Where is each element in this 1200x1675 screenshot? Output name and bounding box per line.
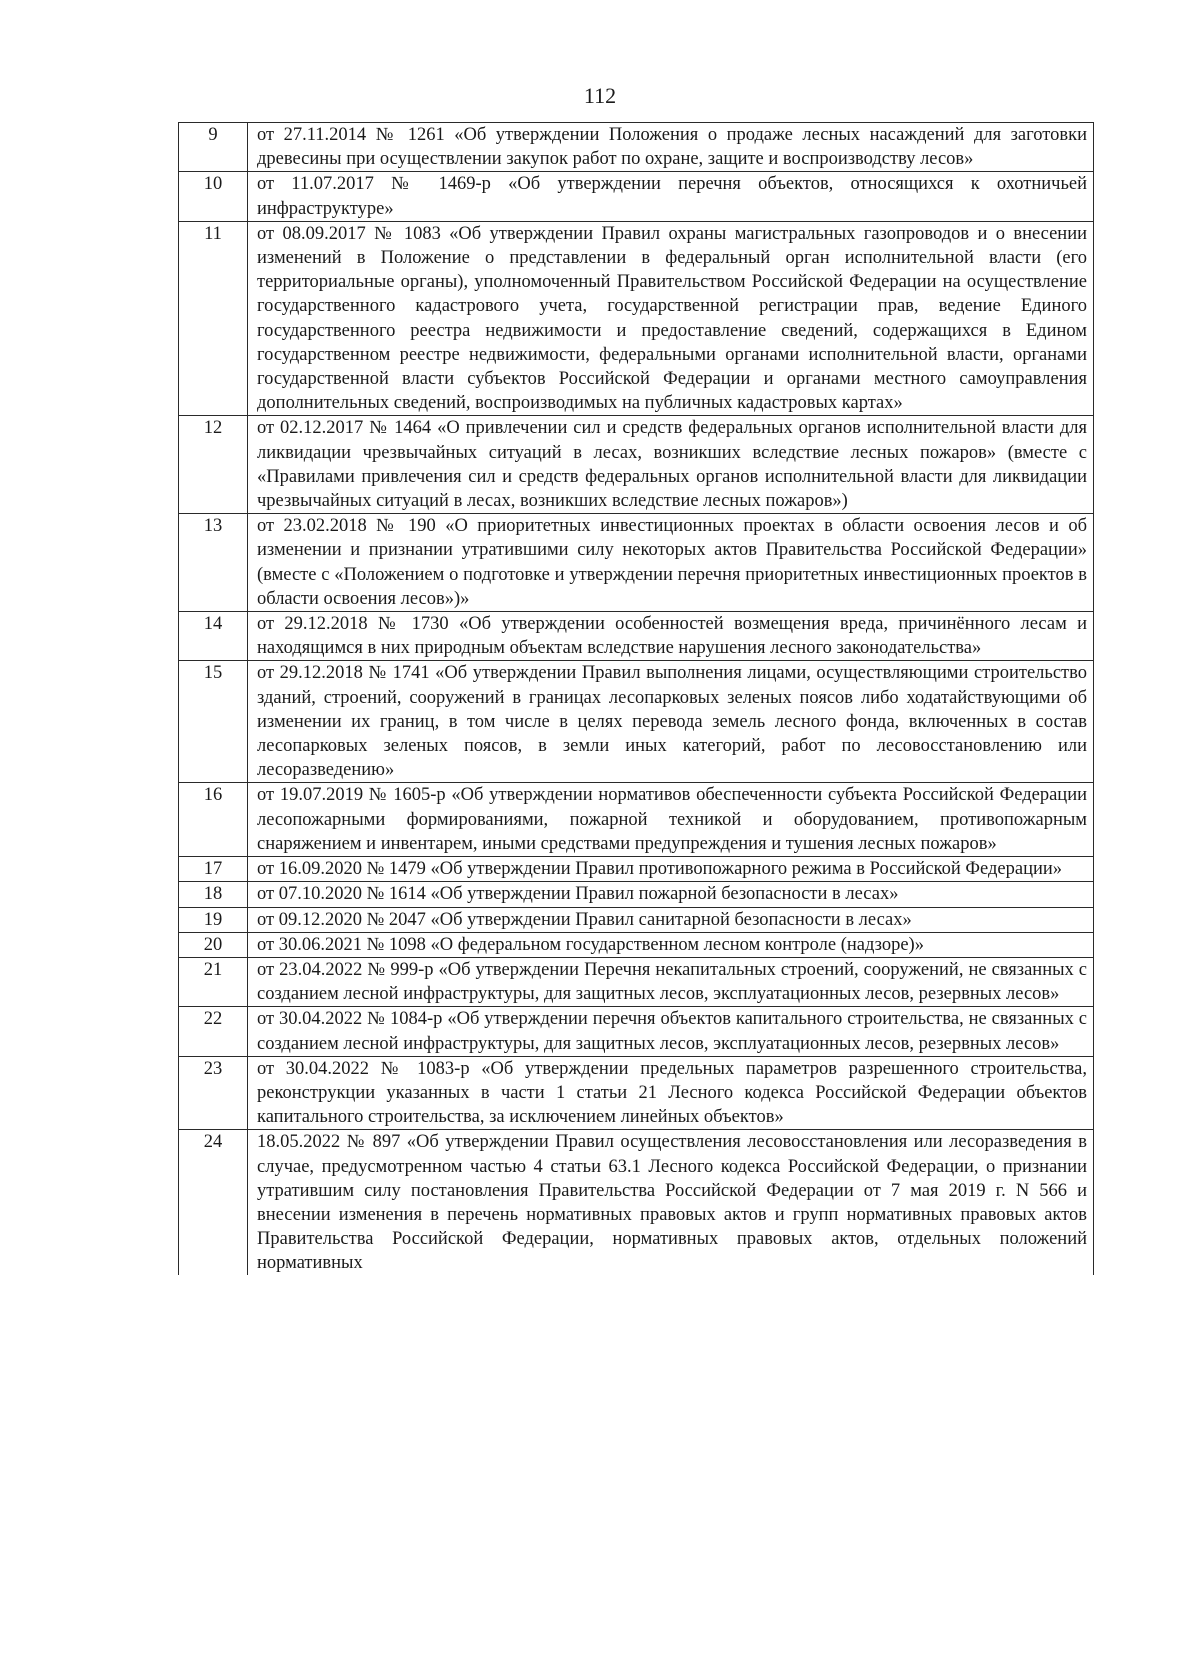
table-row (179, 172, 1094, 221)
row-number: 12 (179, 416, 248, 514)
row-number: 19 (179, 907, 248, 932)
row-number: 24 (179, 1130, 248, 1276)
row-number: 18 (179, 882, 248, 907)
act-description: от 29.12.2018 № 1730 «Об утверждении особенностей возмещения вреда, причинённого лесам и находящимся в них природным объектам вследствие нарушения лесного законодательства» (248, 612, 1094, 661)
act-description: от 29.12.2018 № 1741 «Об утверждении Правил выполнения лицами, осуществляющими строительство зданий, строений, сооружений в границах лесопарковых зеленых поясов либо ходатайствующими об изменении их границ, в том числе в целях перевода земель лесного фонда, включенных в состав лесопарковых зеленых поясов, в земли иных категорий, работ по лесовосстановлению или лесоразведению» (248, 661, 1094, 783)
row-number: 17 (179, 857, 248, 882)
table-row (179, 221, 1094, 416)
table-row (179, 907, 1094, 932)
act-description: от 30.04.2022 № 1084-р «Об утверждении перечня объектов капитального строительства, не связанных с созданием лесной инфраструктуры, для защитных лесов, эксплуатационных лесов, резервных лесов» (248, 1007, 1094, 1056)
legal-acts-table (178, 122, 1094, 1275)
table-row (179, 661, 1094, 783)
row-number: 11 (179, 221, 248, 416)
table-row (179, 882, 1094, 907)
page-number: 112 (583, 83, 617, 108)
row-number: 23 (179, 1056, 248, 1130)
table-row (179, 783, 1094, 857)
row-number: 22 (179, 1007, 248, 1056)
row-number: 13 (179, 514, 248, 612)
row-number: 15 (179, 661, 248, 783)
row-number: 10 (179, 172, 248, 221)
act-description: от 19.07.2019 № 1605-р «Об утверждении нормативов обеспеченности субъекта Российской Федерации лесопожарными формированиями, пожарной техникой и оборудованием, противопожарным снаряжением и инвентарем, иными средствами предупреждения и тушения лесных пожаров» (248, 783, 1094, 857)
table-row (179, 1007, 1094, 1056)
act-description: от 30.04.2022 № 1083-р «Об утверждении предельных параметров разрешенного строительства, реконструкции указанных в части 1 статьи 21 Лесного кодекса Российской Федерации объектов капитального строительства, за исключением линейных объектов» (248, 1056, 1094, 1130)
table-row (179, 1056, 1094, 1130)
table-row (179, 123, 1094, 172)
table-row (179, 857, 1094, 882)
act-description-text: 18.05.2022 № 897 «Об утверждении Правил осуществления лесовосстановления или лесоразведения в случае, предусмотренном частью 4 статьи 63.1 Лесного кодекса Российской Федерации, о признании утратившим силу постановления Правительства Российской Федерации от 7 мая 2019 г. N 566 и внесении изменения в перечень нормативных правовых актов и групп нормативных правовых актов Правительства Российской Федерации, нормативных правовых актов, отдельных положений нормативных (257, 1132, 1087, 1274)
row-number: 21 (179, 957, 248, 1006)
table-row (179, 932, 1094, 957)
act-description: от 16.09.2020 № 1479 «Об утверждении Правил противопожарного режима в Российской Федерации» (248, 857, 1094, 882)
act-description: от 27.11.2014 № 1261 «Об утверждении Положения о продаже лесных насаждений для заготовки древесины при осуществлении закупок работ по охране, защите и воспроизводству лесов» (248, 123, 1094, 172)
act-description: от 08.09.2017 № 1083 «Об утверждении Правил охраны магистральных газопроводов и о внесении изменений в Положение о представлении в федеральный орган исполнительной власти (его территориальные органы), уполномоченный Правительством Российской Федерации на осуществление государственного кадастрового учета, государственной регистрации прав, ведение Единого государственного реестра недвижимости и предоставление сведений, содержащихся в Едином государственном реестре недвижимости, федеральными органами исполнительной власти, органами государственной власти субъектов Российской Федерации и органами местного самоуправления дополнительных сведений, воспроизводимых на публичных кадастровых картах» (248, 221, 1094, 416)
table-row (179, 416, 1094, 514)
table-row (179, 514, 1094, 612)
row-number: 16 (179, 783, 248, 857)
act-description: от 23.02.2018 № 190 «О приоритетных инвестиционных проектах в области освоения лесов и об изменении и признании утратившими силу некоторых актов Правительства Российской Федерации» (вместе с «Положением о подготовке и утверждении перечня приоритетных инвестиционных проектов в области освоения лесов»)» (248, 514, 1094, 612)
act-description: от 30.06.2021 № 1098 «О федеральном государственном лесном контроле (надзоре)» (248, 932, 1094, 957)
table-row (179, 1130, 1094, 1276)
act-description (248, 1130, 1094, 1276)
row-number: 9 (179, 123, 248, 172)
act-description: от 09.12.2020 № 2047 «Об утверждении Правил санитарной безопасности в лесах» (248, 907, 1094, 932)
row-number: 20 (179, 932, 248, 957)
table-row (179, 612, 1094, 661)
row-number: 14 (179, 612, 248, 661)
act-description: от 02.12.2017 № 1464 «О привлечении сил и средств федеральных органов исполнительной власти для ликвидации чрезвычайных ситуаций в лесах, возникших вследствие лесных пожаров» (вместе с «Правилами привлечения сил и средств федеральных органов исполнительной власти для ликвидации чрезвычайных ситуаций в лесах, возникших вследствие лесных пожаров») (248, 416, 1094, 514)
table-row (179, 957, 1094, 1006)
act-description: от 23.04.2022 № 999-р «Об утверждении Перечня некапитальных строений, сооружений, не связанных с созданием лесной инфраструктуры, для защитных лесов, эксплуатационных лесов, резервных лесов» (248, 957, 1094, 1006)
act-description: от 07.10.2020 № 1614 «Об утверждении Правил пожарной безопасности в лесах» (248, 882, 1094, 907)
act-description: от 11.07.2017 № 1469-р «Об утверждении перечня объектов, относящихся к охотничьей инфраструктуре» (248, 172, 1094, 221)
